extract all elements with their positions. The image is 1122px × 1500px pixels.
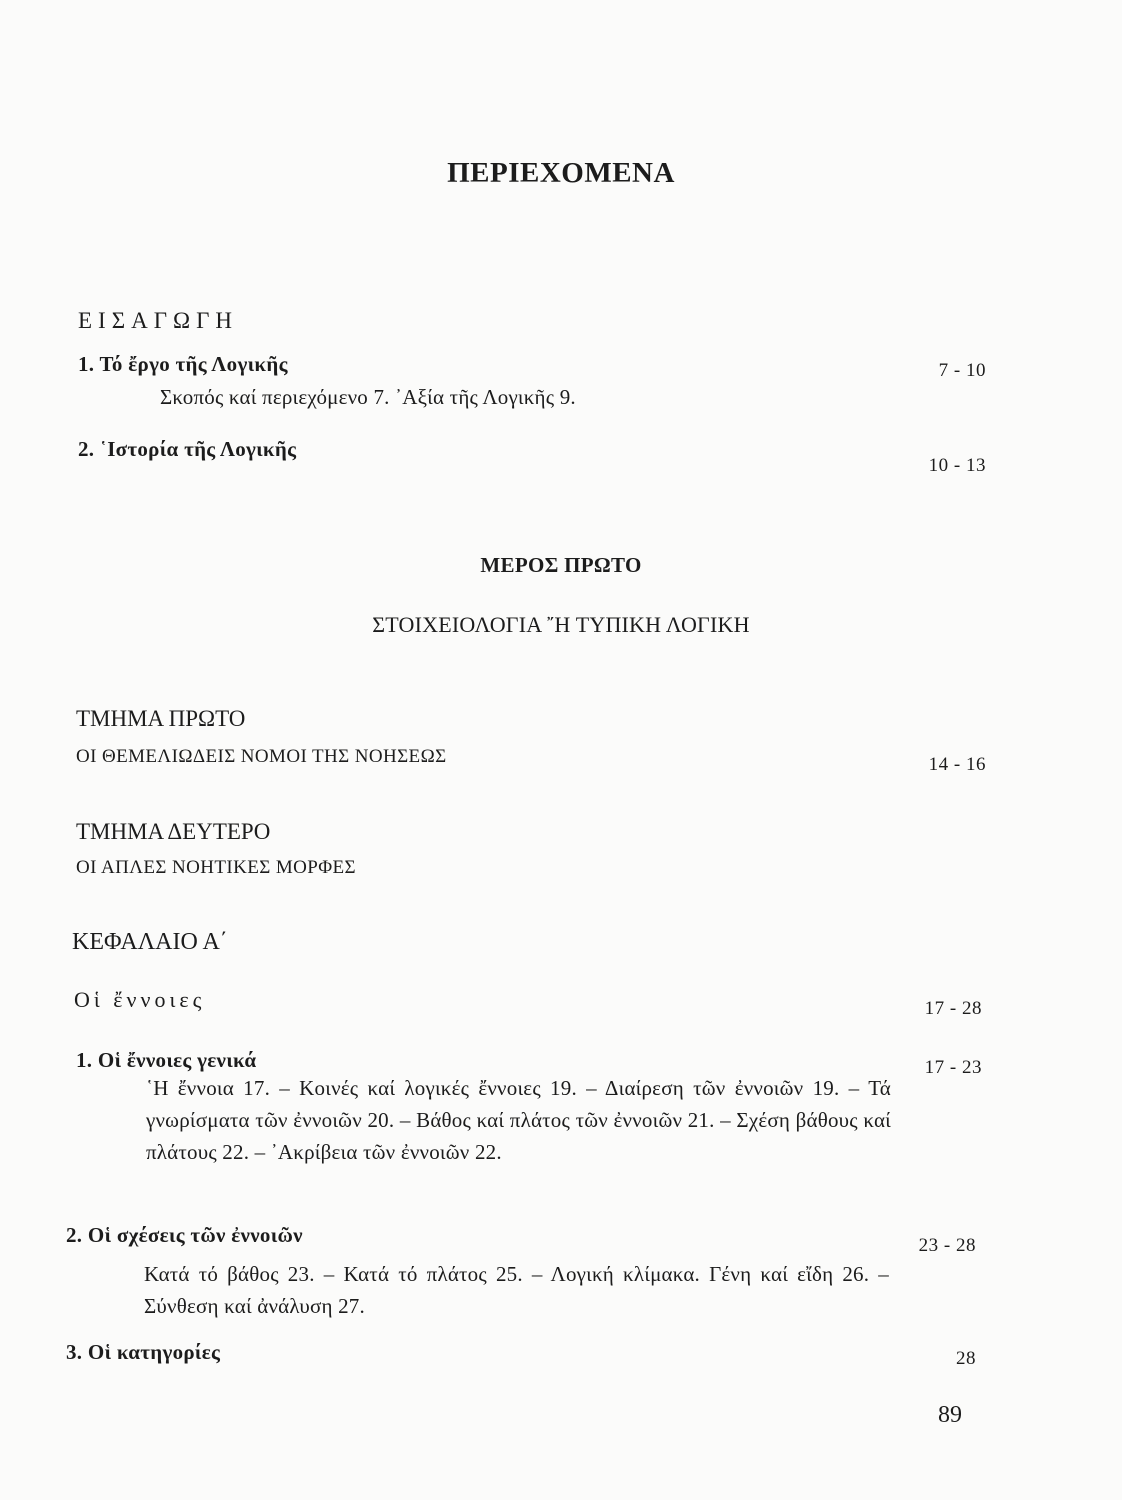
toc-entry-pages: 28 xyxy=(956,1348,976,1369)
chapter-heading: ΚΕΦΑΛΑΙΟ Α΄ xyxy=(72,929,228,955)
section-heading: ΤΜΗΜΑ ΠΡΩΤΟ xyxy=(76,706,246,731)
part-heading: ΜΕΡΟΣ ΠΡΩΤΟ xyxy=(480,553,642,577)
toc-entry-pages: 23 - 28 xyxy=(918,1235,976,1256)
toc-entry-title: 3. Οἱ κατηγορίες xyxy=(66,1340,221,1364)
toc-entry-title: 1. Οἱ ἔννοιες γενικά xyxy=(76,1048,257,1072)
toc-entry-pages: 10 - 13 xyxy=(928,455,986,476)
section-heading: ΤΜΗΜΑ ΔΕΥΤΕΡΟ xyxy=(76,819,271,844)
toc-entry-desc: Σκοπός καί περιεχόμενο 7. ᾿Αξία τῆς Λογικῆς 9. xyxy=(160,385,576,409)
page-title: ΠΕΡΙΕΧΟΜΕΝΑ xyxy=(447,157,675,189)
toc-entry-pages: 17 - 23 xyxy=(924,1057,982,1078)
part-subheading: ΣΤΟΙΧΕΙΟΛΟΓΙΑ ῎Η ΤΥΠΙΚΗ ΛΟΓΙΚΗ xyxy=(372,612,750,637)
toc-entry-desc: ῾Η ἔννοια 17. – Κοινές καί λογικές ἔννοιες 19. – Διαίρεση τῶν ἐννοιῶν 19. – Τά γνωρίσματα τῶν ἐννοιῶν 20. – Βάθος καί πλάτος τῶν ἐννοιῶν 21. – Σχέση βάθους καί πλάτους 22. – ᾿Ακρίβεια τῶν ἐννοιῶν 22. xyxy=(146,1076,891,1164)
chapter-pages: 17 - 28 xyxy=(924,998,982,1019)
toc-entry-title: 1. Τό ἔργο τῆς Λογικῆς xyxy=(78,352,288,376)
page-number: 89 xyxy=(938,1402,962,1428)
section-subheading: ΟΙ ΘΕΜΕΛΙΩΔΕΙΣ ΝΟΜΟΙ ΤΗΣ ΝΟΗΣΕΩΣ xyxy=(76,746,447,767)
toc-entry-title: 2. Οἱ σχέσεις τῶν ἐννοιῶν xyxy=(66,1223,303,1247)
chapter-subject: Οἱ ἔννοιες xyxy=(74,987,206,1012)
toc-entry-desc: Κατά τό βάθος 23. – Κατά τό πλάτος 25. – Λογική κλίμακα. Γένη καί εἴδη 26. – Σύνθεση καί ἀνάλυση 27. xyxy=(144,1262,889,1318)
section-pages: 14 - 16 xyxy=(928,754,986,775)
toc-entry-pages: 7 - 10 xyxy=(938,360,986,381)
intro-heading: ΕΙΣΑΓΩΓΗ xyxy=(78,308,239,333)
section-subheading: ΟΙ ΑΠΛΕΣ ΝΟΗΤΙΚΕΣ ΜΟΡΦΕΣ xyxy=(76,857,356,878)
toc-entry-title: 2. ῾Ιστορία τῆς Λογικῆς xyxy=(78,437,297,461)
